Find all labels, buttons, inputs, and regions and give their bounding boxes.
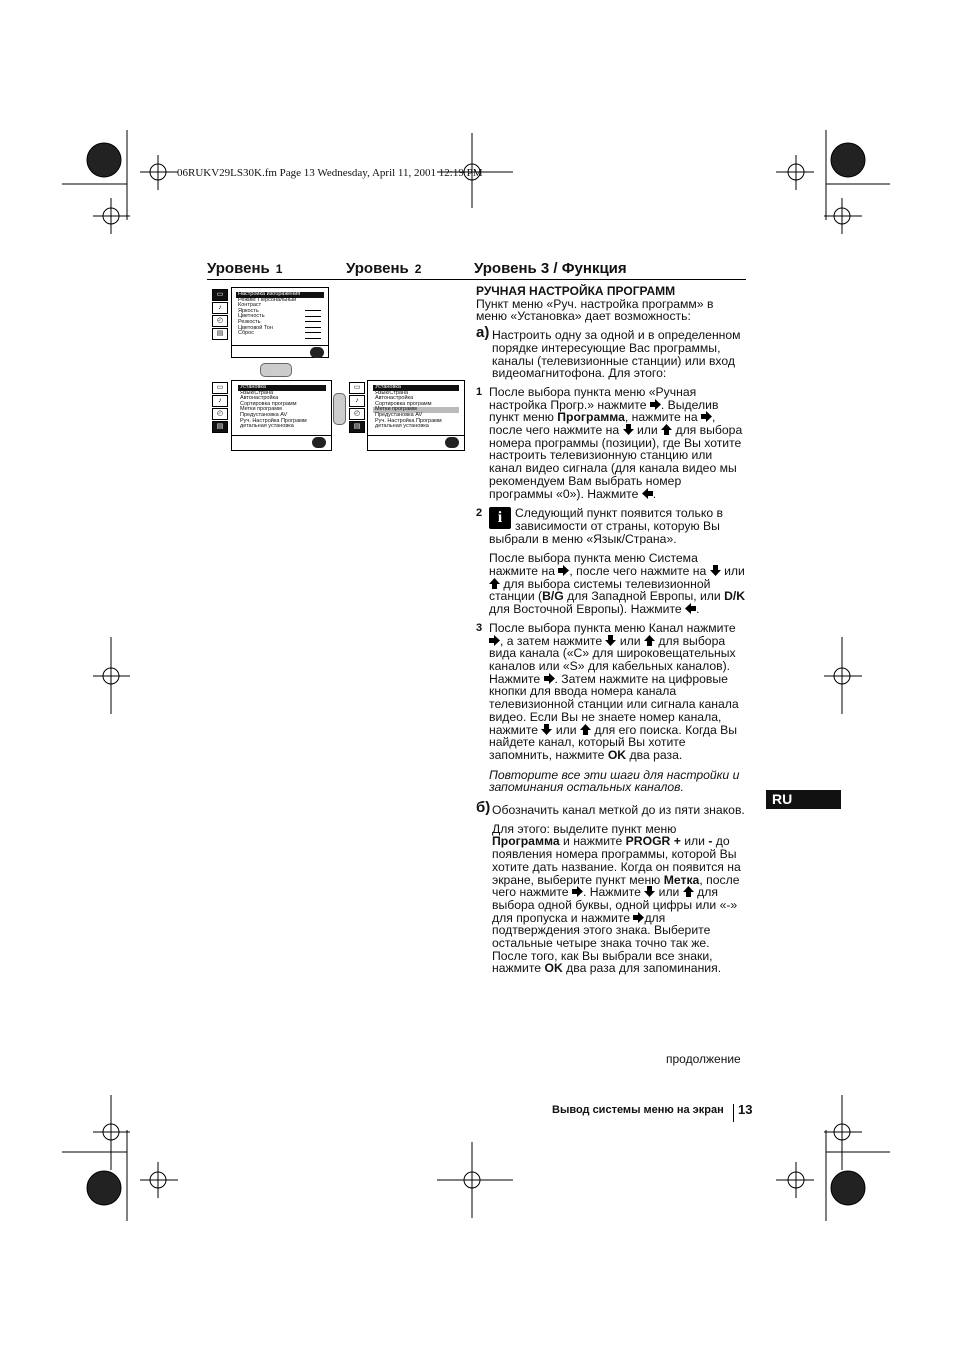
step-2-text: После выбора пункта меню Система нажмите на , после чего нажмите на или для выбора системы телевизионной станции (B/G для Западной Европы, или D/K для Восточной Европы). Нажмите .: [489, 551, 746, 617]
setup-menu-title: Установка: [238, 385, 326, 391]
arrow-down-icon: [710, 565, 721, 576]
arrow-down-icon: [644, 886, 655, 897]
language-tab: RU: [766, 790, 841, 809]
timer-menu-icon: ◴: [349, 408, 365, 420]
step-3: 3 После выбора пункта меню Канал нажмите , а затем нажмите или для выбора вида канала («C» для широковещательных каналов или «S» для кабельных каналов). Нажмите . Затем нажмите на цифровые кнопки для ввода номера канала телевизионной станции или сигнала канала видео. Если Вы не знаете номер канала, нажмите или для его поиска. Когда Вы найдете канал, который Вы хотите запомнить, нажмите OK два раза.: [476, 620, 739, 762]
continued-label: продолжение: [666, 1052, 741, 1066]
picture-menu-icon: ▭: [212, 382, 228, 394]
file-header: 06RUKV29LS30K.fm Page 13 Wednesday, April 11, 2001 12:19 PM: [177, 167, 483, 179]
instructions-column: [476, 285, 746, 981]
option-b-text: Для этого: выделите пункт меню Программа и нажмите PROGR + или - до появления номера программы, которой Вы хотите дать название. Когда он появится на экране, выберите пункт меню Метка, после чего нажмите . Нажмите или для выбора одной буквы, одной цифры или «-» для пропуска и нажмите для подтверждения этого знака. Выберите остальные четыре знака точно так же. После того, как Вы выбрали все знаки, нажмите OK два раза для запоминания.: [492, 821, 741, 976]
step-1: 1 После выбора пункта меню «Ручная настройка Прогр.» нажмите . Выделив пункт меню Программа, нажмите на , после чего нажмите на или для выбора номера программы (позиции), где Вы хотите настроить телевизионную станцию или канал видео сигнала (для канала видео мы рекомендуем Вам выбрать номер программы «0»). Нажмите .: [476, 384, 743, 501]
picture-menu-icon: ▭: [349, 382, 365, 394]
menu-item: детальная установка: [375, 423, 429, 430]
menu-item-selected: Метки программ: [373, 407, 459, 413]
menu-item: Автонастройка: [240, 395, 279, 402]
setup-menu-icon: ▤: [349, 421, 365, 433]
menu-item: Сортировка программ: [375, 400, 432, 407]
sound-menu-icon: ♪: [349, 395, 365, 407]
arrow-right-icon: [572, 886, 583, 897]
right-key-icon: [333, 393, 346, 425]
setup-menu-title: Установка: [373, 385, 459, 391]
menu-item: Предустановка AV: [240, 411, 288, 418]
setup-menu-panel: [231, 380, 332, 451]
setup-menu-icon: ▤: [212, 328, 228, 340]
picture-menu-panel: [231, 287, 329, 358]
menu-item: Руч. Настройка Программ: [240, 417, 307, 424]
menu-item: Сортировка программ: [240, 400, 297, 407]
picture-menu-title: Настройка изображения: [236, 292, 324, 298]
arrow-up-icon: [683, 886, 694, 897]
arrow-down-icon: [605, 635, 616, 646]
arrow-up-icon: [580, 724, 591, 735]
repeat-note: Повторите все эти шаги для настройки и запоминания остальных каналов.: [489, 767, 740, 795]
level3-heading: Уровень 3 / Функция: [474, 260, 627, 277]
arrow-right-icon: [701, 411, 712, 422]
sound-menu-icon: ♪: [212, 395, 228, 407]
menu-item: Руч. Настройка Программ: [375, 417, 442, 424]
timer-menu-icon: ◴: [212, 315, 228, 327]
arrow-right-icon: [544, 673, 555, 684]
info-icon: i: [489, 507, 511, 529]
menu-item: Язык/Страна: [240, 389, 274, 396]
arrow-up-icon: [661, 424, 672, 435]
setup-menu-icon: ▤: [212, 421, 228, 433]
footer-divider: [733, 1104, 734, 1122]
option-a: а) Настроить одну за одной и в определенном порядке интересующие Вас программы, каналы (телевизионные станции) или вход видеомагнитофона. Для этого:: [476, 324, 741, 381]
menu-item: Язык/Страна: [375, 389, 409, 396]
arrow-right-icon: [650, 399, 661, 410]
menu-item: детальная установка: [240, 423, 294, 430]
menu-item: Метки программ: [240, 406, 282, 413]
menu-item: Резкость: [238, 318, 261, 325]
menu-item: Предустановка AV: [375, 411, 423, 418]
page-number: 13: [738, 1102, 753, 1117]
ok-button-icon: [312, 437, 326, 448]
ok-button-icon: [445, 437, 459, 448]
step-2-note: 2 i Следующий пункт появится только в зависимости от страны, которую Вы выбрали в меню «Язык/Страна».: [476, 507, 723, 546]
menu-item: Цветность: [238, 313, 265, 320]
picture-menu-icon: ▭: [212, 289, 228, 301]
arrow-down-icon: [541, 724, 552, 735]
menu-item: Сброс: [238, 330, 254, 337]
menu-item: Контраст: [238, 302, 262, 309]
arrow-right-icon: [489, 635, 500, 646]
arrow-down-icon: [623, 424, 634, 435]
arrow-right-icon: [558, 565, 569, 576]
menu-item: Цветовой Тон: [238, 324, 273, 331]
timer-menu-icon: ◴: [212, 408, 228, 420]
arrow-right-icon: [633, 912, 644, 923]
arrow-left-icon: [685, 603, 696, 614]
menu-item: Автонастройка: [375, 395, 414, 402]
option-b: б) Обозначить канал меткой до из пяти знаков.: [476, 799, 745, 818]
level1-heading: Уровень 1: [207, 260, 283, 277]
level2-heading: Уровень 2: [346, 260, 422, 277]
section-heading: РУЧНАЯ НАСТРОЙКА ПРОГРАММ: [476, 284, 676, 298]
intro-text: Пункт меню «Руч. настройка программ» в меню «Установка» дает возможность:: [476, 296, 714, 324]
arrow-left-icon: [642, 488, 653, 499]
down-key-icon: [260, 363, 292, 377]
heading-rule: [207, 279, 746, 280]
arrow-up-icon: [489, 578, 500, 589]
menu-item: Яркость: [238, 307, 259, 314]
setup-menu-panel-level2: [367, 380, 465, 451]
menu-item: Режим: Персональный: [238, 296, 297, 303]
arrow-up-icon: [644, 635, 655, 646]
footer-section-title: Вывод системы меню на экран: [552, 1104, 724, 1116]
ok-button-icon: [310, 347, 324, 358]
sound-menu-icon: ♪: [212, 302, 228, 314]
